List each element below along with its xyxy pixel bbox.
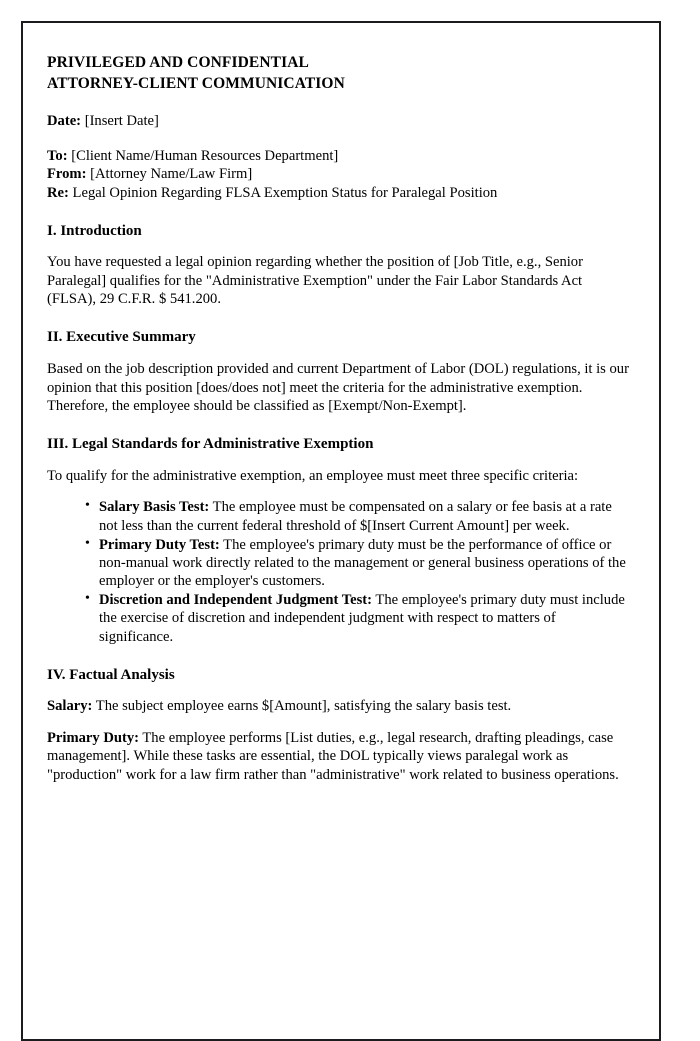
section-heading-introduction: I. Introduction	[47, 222, 142, 239]
criterion-text: The employee's primary duty must include the exercise of discretion and independent judgment with respect to matters of significance.	[99, 592, 625, 645]
primary-duty-text: The employee performs [List duties, e.g., legal research, drafting pleadings, case management]. While these tasks are essential, the DOL typically views paralegal work as "production" work for a law firm rather than "administrative" work related to business operations.	[47, 729, 619, 783]
criterion-term: Primary Duty Test:	[99, 536, 220, 553]
document-body	[23, 23, 659, 784]
salary-label: Salary:	[47, 698, 93, 715]
salary-paragraph	[47, 697, 633, 715]
to-label: To:	[47, 148, 68, 165]
criterion-term: Discretion and Independent Judgment Test:	[99, 592, 373, 609]
primary-duty-paragraph	[47, 729, 633, 784]
criteria-list	[47, 498, 633, 645]
criterion-text: The employee must be compensated on a salary or fee basis at a rate not less than the current federal threshold of $[Insert Current Amount] per week.	[99, 499, 612, 534]
legal-standards-paragraph: To qualify for the administrative exemption, an employee must meet three specific criteria:	[47, 468, 579, 485]
criterion-text: The employee's primary duty must be the performance of office or non-manual work directly related to the management or general business operations of the employer or the employer's customers.	[99, 536, 626, 590]
re-value: Legal Opinion Regarding FLSA Exemption Status for Paralegal Position	[72, 184, 498, 201]
to-value: [Client Name/Human Resources Department]	[71, 148, 339, 165]
to-line	[47, 147, 633, 165]
document-title	[47, 53, 633, 94]
section-heading-factual-analysis: IV. Factual Analysis	[47, 666, 175, 683]
from-line	[47, 165, 633, 183]
document-page	[21, 21, 661, 1041]
introduction-paragraph: You have requested a legal opinion regarding whether the position of [Job Title, e.g., Senior Paralegal] qualifies for the "Administrative Exemption" under the Fair Labor Standards Act (FLSA), 29 C.F.R. $ 541.200.	[47, 254, 583, 308]
document-title-line-2: ATTORNEY-CLIENT COMMUNICATION	[47, 74, 345, 92]
section-heading-legal-standards: III. Legal Standards for Administrative Exemption	[47, 436, 374, 453]
re-label: Re:	[47, 184, 69, 201]
list-item	[85, 498, 633, 534]
list-item	[85, 536, 633, 590]
section-heading-executive-summary: II. Executive Summary	[47, 329, 196, 346]
date-block	[47, 112, 633, 130]
criterion-term: Salary Basis Test:	[99, 499, 210, 516]
executive-summary-paragraph: Based on the job description provided and current Department of Labor (DOL) regulations, it is our opinion that this position [does/does not] meet the criteria for the administrative exemption. Therefore, the employee should be classified as [Exempt/Non-Exempt].	[47, 361, 629, 414]
date-value: [Insert Date]	[84, 113, 159, 130]
date-label: Date:	[47, 113, 82, 130]
recipient-block	[47, 147, 633, 201]
list-item	[85, 591, 633, 645]
from-value: [Attorney Name/Law Firm]	[90, 166, 253, 183]
date-line	[47, 112, 633, 130]
re-line	[47, 184, 633, 202]
salary-text: The subject employee earns $[Amount], satisfying the salary basis test.	[92, 698, 512, 715]
document-title-line-1: PRIVILEGED AND CONFIDENTIAL	[47, 54, 309, 71]
from-label: From:	[47, 166, 87, 183]
primary-duty-label: Primary Duty:	[47, 729, 139, 746]
